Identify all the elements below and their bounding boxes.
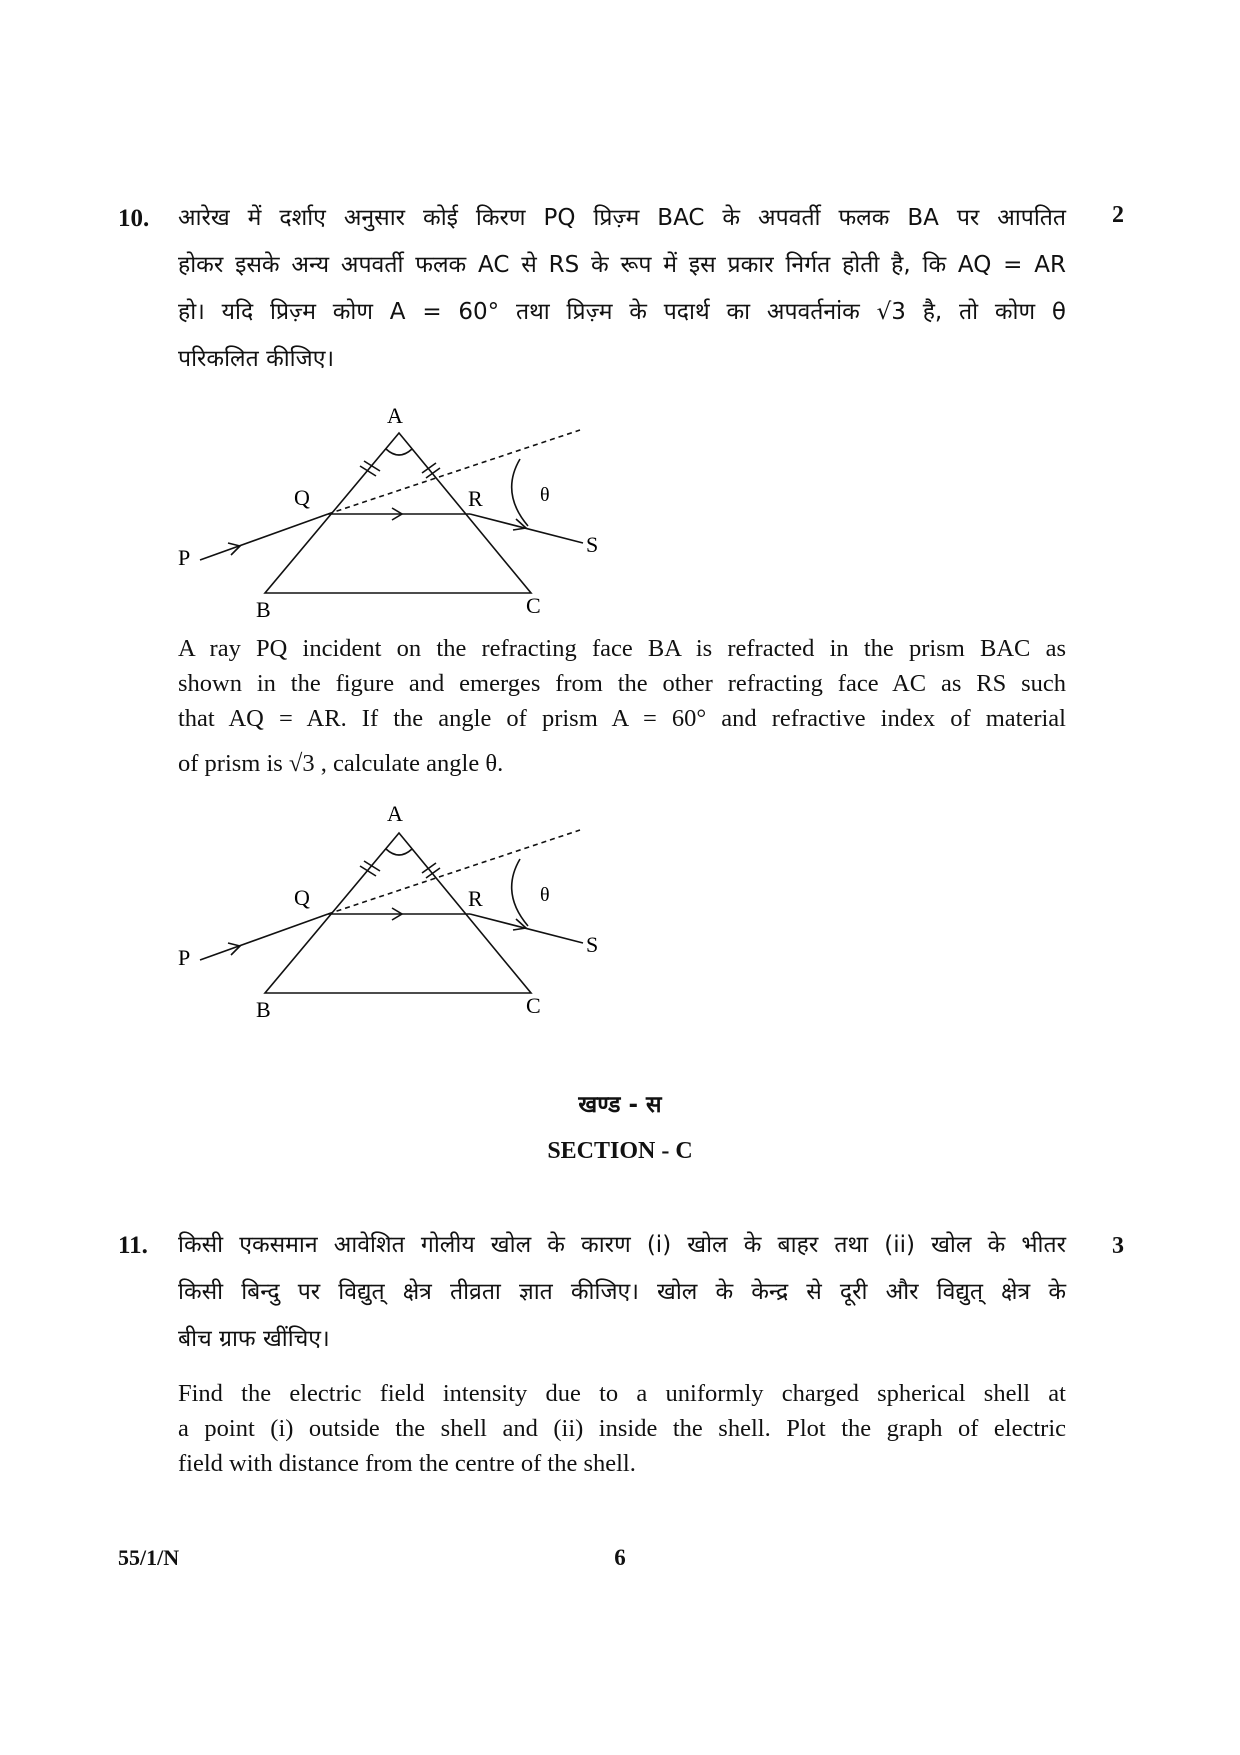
label-s: S [586,932,599,957]
label-q: Q [294,485,310,510]
question-10-hindi-text [178,195,1066,383]
label-p: P [178,545,191,570]
question-11-marks: 3 [1112,1233,1124,1259]
label-a: A [387,801,403,826]
q10-hindi-line: होकर इसके अन्य अपवर्ती फलक AC से RS के रूप में इस प्रकार निर्गत होती है, कि AQ = AR [178,252,1066,278]
prism-figure-english [170,795,620,1025]
label-b: B [256,997,271,1022]
q10-hindi-line: आरेख में दर्शाए अनुसार कोई किरण PQ प्रिज़्म BAC के अपवर्ती फलक BA पर आपतित [178,205,1067,231]
prism-figure-hindi [170,395,620,625]
question-10-number: 10. [118,205,150,232]
label-c: C [526,993,541,1018]
q11-english-line: Find the electric field intensity due to a uniformly charged spherical shell at [178,1380,1066,1407]
prism-triangle [265,433,531,593]
deviation-angle-arc [512,859,528,926]
q10-english-line: shown in the figure and emerges from the other refracting face AC as RS such [178,670,1066,697]
label-q: Q [294,885,310,910]
label-p: P [178,945,191,970]
q11-english-line: field with distance from the centre of the shell. [178,1450,636,1477]
q11-english-line: a point (i) outside the shell and (ii) inside the shell. Plot the graph of electric [178,1415,1066,1442]
q11-hindi-line: किसी बिन्दु पर विद्युत् क्षेत्र तीव्रता ज्ञात कीजिए। खोल के केन्द्र से दूरी और विद्युत् क्षेत्र के [178,1279,1066,1305]
label-c: C [526,593,541,618]
label-r: R [468,486,483,511]
question-10-marks: 2 [1112,202,1124,228]
apex-angle-arc [386,449,412,455]
deviation-angle-arc [512,459,528,526]
incident-ray-pq [200,514,328,560]
q11-hindi-line: बीच ग्राफ खींचिए। [178,1326,330,1352]
apex-angle-arc [386,849,412,855]
q10-hindi-line: परिकलित कीजिए। [178,346,335,372]
q10-hindi-line: हो। यदि प्रिज़्म कोण A = 60° तथा प्रिज़्म के पदार्थ का अपवर्तनांक √3 है, तो कोण θ [178,299,1066,325]
label-a: A [387,403,403,428]
question-11-english-text [178,1376,1066,1481]
incident-ray-pq [200,914,328,960]
label-theta: θ [540,484,550,506]
section-heading-hindi: खण्ड - स [578,1092,662,1118]
q11-hindi-line: किसी एकसमान आवेशित गोलीय खोल के कारण (i) खोल के बाहर तथा (ii) खोल के भीतर [178,1232,1066,1258]
label-r: R [468,886,483,911]
paper-code: 55/1/N [118,1545,180,1570]
prism-triangle [265,833,531,993]
section-heading-english: SECTION - C [547,1138,693,1164]
page-number: 6 [614,1545,626,1570]
question-11-hindi-text [178,1222,1066,1363]
q10-english-line: of prism is √3 , calculate angle θ. [178,750,504,777]
q10-english-line: that AQ = AR. If the angle of prism A = 60° and refractive index of material [178,705,1066,732]
q10-english-line: A ray PQ incident on the refracting face BA is refracted in the prism BAC as [178,635,1066,662]
label-theta: θ [540,884,550,906]
label-s: S [586,532,599,557]
question-10-english-text [178,631,1066,781]
question-11-number: 11. [118,1232,148,1259]
label-b: B [256,597,271,622]
